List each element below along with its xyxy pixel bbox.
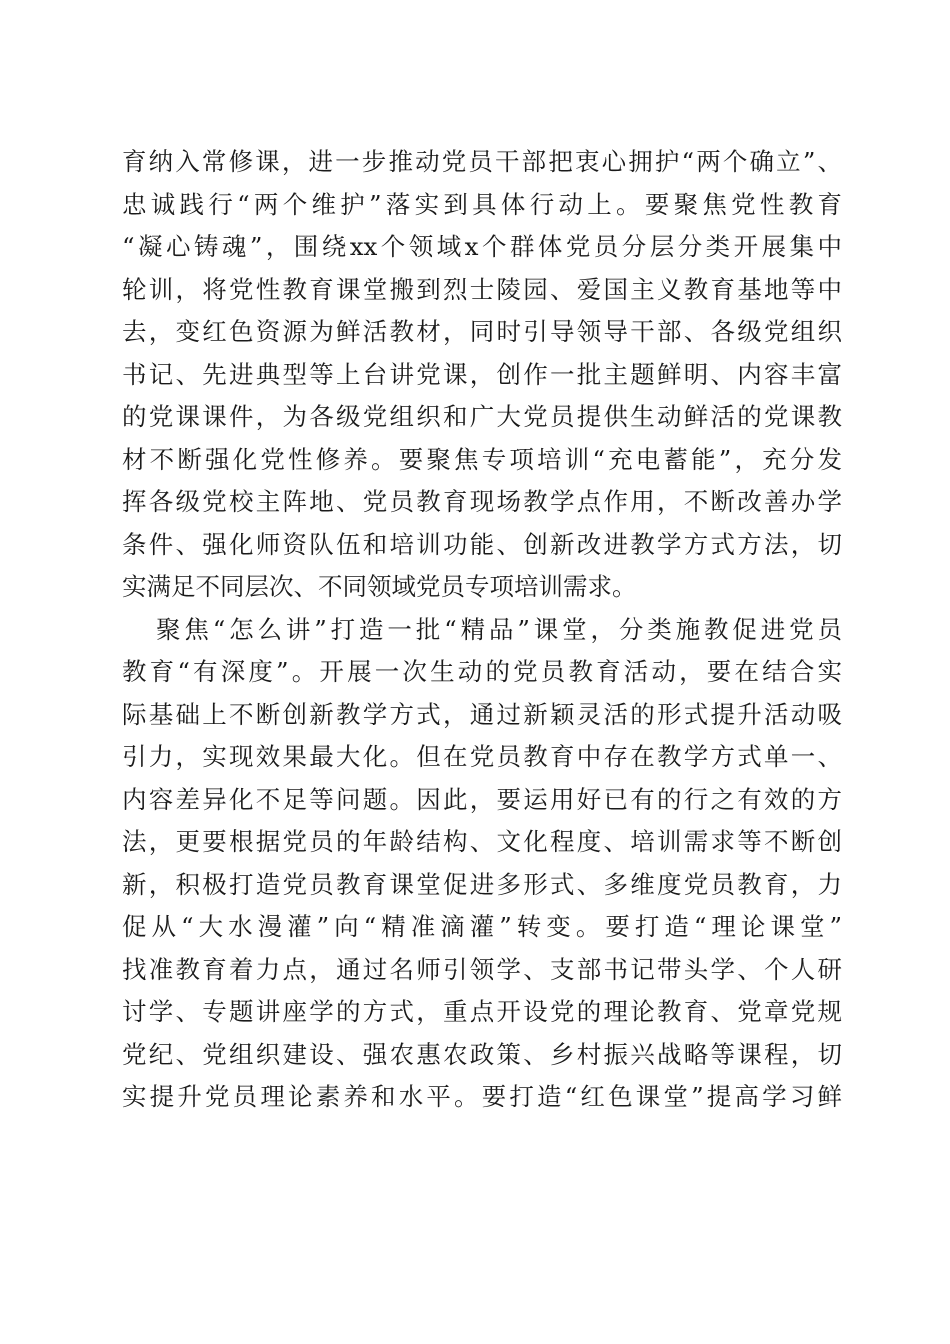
text-line: 际基础上不断创新教学方式，通过新颖灵活的形式提升活动吸	[122, 699, 842, 729]
text-line: 党纪、党组织建设、强农惠农政策、乡村振兴战略等课程，切	[122, 1039, 842, 1069]
body-text	[122, 141, 842, 1119]
text-line: 育纳入常修课，进一步推动党员干部把衷心拥护“两个确立”、	[122, 147, 842, 176]
text-line: 内容差异化不足等问题。因此，要运用好已有的行之有效的方	[122, 784, 842, 814]
paragraph-2	[122, 609, 842, 1119]
text-line: 实提升党员理论素养和水平。要打造“红色课堂”提高学习鲜	[122, 1082, 842, 1111]
text-line: 找准教育着力点，通过名师引领学、支部书记带头学、个人研	[122, 954, 842, 984]
text-line: 挥各级党校主阵地、党员教育现场教学点作用，不断改善办学	[122, 487, 842, 516]
text-line: 实满足不同层次、不同领域党员专项培训需求。	[122, 572, 637, 601]
text-line: 新，积极打造党员教育课堂促进多形式、多维度党员教育，力	[122, 869, 842, 899]
text-line: 材不断强化党性修养。要聚焦专项培训“充电蓄能”，充分发	[122, 444, 842, 474]
text-line: 的党课课件，为各级党组织和广大党员提供生动鲜活的党课教	[122, 402, 842, 431]
text-line: 法，更要根据党员的年龄结构、文化程度、培训需求等不断创	[122, 827, 842, 856]
text-line: 条件、强化师资队伍和培训功能、创新改进教学方式方法，切	[122, 529, 842, 559]
text-line: 聚焦“怎么讲”打造一批“精品”课堂，分类施教促进党员	[156, 614, 842, 644]
text-line: “凝心铸魂”，围绕xx个领域x个群体党员分层分类开展集中	[122, 232, 842, 261]
text-line: 引力，实现效果最大化。但在党员教育中存在教学方式单一、	[122, 742, 842, 771]
text-line: 促从“大水漫灌”向“精准滴灌”转变。要打造“理论课堂”	[122, 912, 842, 941]
text-line: 书记、先进典型等上台讲党课，创作一批主题鲜明、内容丰富	[122, 359, 842, 389]
text-line: 去，变红色资源为鲜活教材，同时引导领导干部、各级党组织	[122, 317, 842, 346]
text-line: 轮训，将党性教育课堂搬到烈士陵园、爱国主义教育基地等中	[122, 274, 842, 304]
paragraph-1	[122, 141, 842, 609]
text-line: 教育“有深度”。开展一次生动的党员教育活动，要在结合实	[122, 657, 842, 686]
text-line: 讨学、专题讲座学的方式，重点开设党的理论教育、党章党规	[122, 997, 842, 1026]
text-line: 忠诚践行“两个维护”落实到具体行动上。要聚焦党性教育	[122, 189, 842, 219]
